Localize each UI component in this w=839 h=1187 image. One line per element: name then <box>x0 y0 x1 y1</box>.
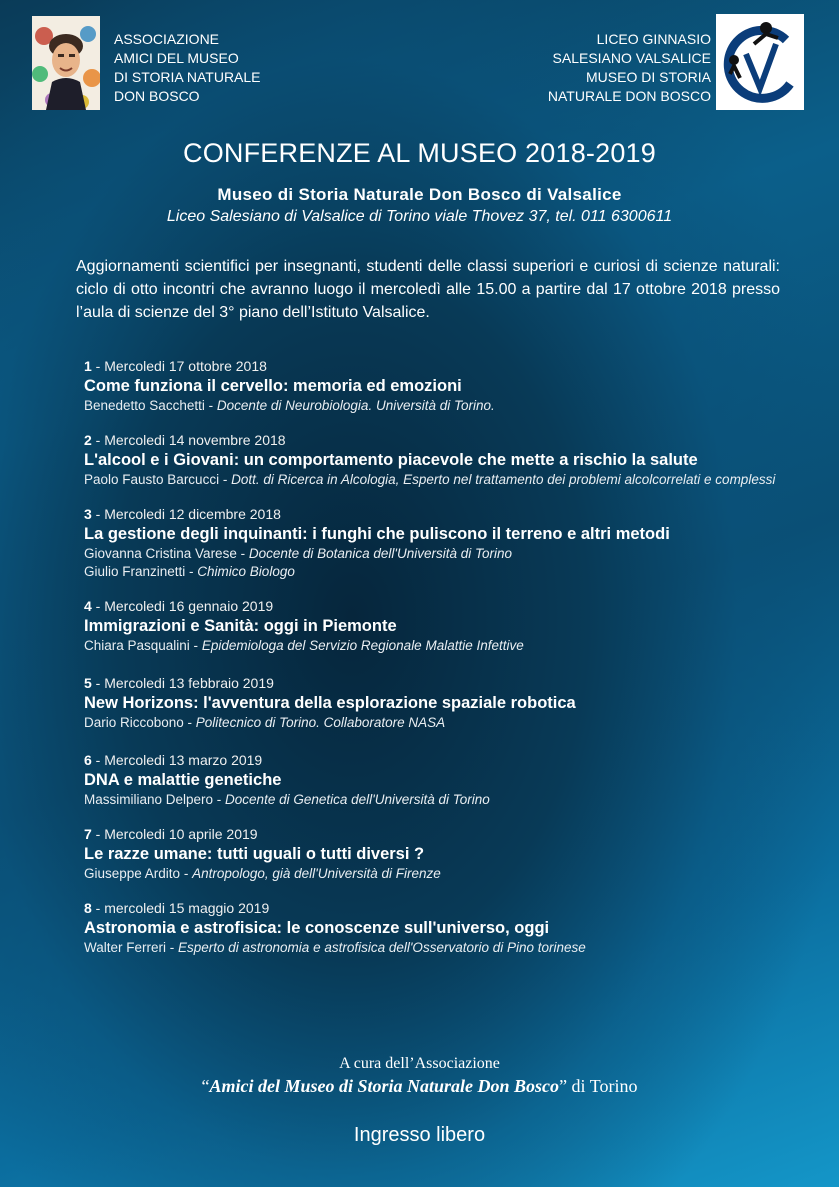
conference-title: Astronomia e astrofisica: le conoscenze sull'universo, oggi <box>84 919 550 937</box>
conference-speaker <box>84 714 781 732</box>
conference-speaker <box>84 545 781 563</box>
speaker-role: Docente di Neurobiologia. Università di Torino. <box>216 398 495 413</box>
conference-date: - Mercoledi 12 dicembre 2018 <box>91 506 281 522</box>
conference-date-line <box>84 675 781 692</box>
association-name: Amici del Museo di Storia Naturale Don Bosco <box>209 1076 560 1096</box>
conference-date: - mercoledi 15 maggio 2019 <box>91 900 270 916</box>
curated-by-line: A cura dell’Associazione <box>339 1055 500 1072</box>
header-left-line: ASSOCIAZIONE <box>114 31 220 47</box>
conference-speaker <box>84 397 781 415</box>
header-left-line: DI STORIA NATURALE <box>114 69 261 85</box>
conference-date-line <box>84 752 781 769</box>
speaker-role: Docente di Genetica dell'Università di Torino <box>225 792 490 807</box>
speaker-name: Dario Riccobono - <box>84 715 196 730</box>
conference-speaker <box>84 637 781 655</box>
header-right-line: LICEO GINNASIO <box>596 31 711 47</box>
header-left-line: DON BOSCO <box>114 88 200 104</box>
speaker-name: Giulio Franzinetti - <box>84 564 198 579</box>
conference-date-line <box>84 598 781 615</box>
association-credit <box>0 1076 839 1097</box>
conference-speaker <box>84 563 781 581</box>
header-left-line: AMICI DEL MUSEO <box>114 50 239 66</box>
speaker-name: Chiara Pasqualini - <box>84 638 202 653</box>
association-header <box>114 30 261 106</box>
quote-open: “ <box>201 1076 210 1096</box>
conference-number: 6 <box>84 752 92 768</box>
conference-item <box>84 598 781 655</box>
conference-item <box>84 358 781 415</box>
conference-title: Immigrazioni e Sanità: oggi in Piemonte <box>84 617 397 635</box>
conference-date: - Mercoledi 14 novembre 2018 <box>91 432 286 448</box>
conference-number: 2 <box>84 432 92 448</box>
conference-speaker <box>84 865 781 883</box>
intro-paragraph: Aggiornamenti scientifici per insegnanti, studenti delle classi superiori e curiosi di scienze naturali: ciclo di otto incontri che avranno luogo il mercoledì alle 15.00 a partire dal 17 ottobre 2018 presso l’aula di scienze del 3° piano dell’Istituto Valsalice. <box>76 258 780 321</box>
school-header <box>548 30 711 106</box>
page-title: CONFERENZE AL MUSEO 2018-2019 <box>183 138 656 168</box>
free-entry-notice: Ingresso libero <box>353 1124 486 1146</box>
conference-number: 1 <box>84 358 92 374</box>
address-line: Liceo Salesiano di Valsalice di Torino viale Thovez 37, tel. 011 6300611 <box>166 208 673 225</box>
conference-list <box>84 358 781 957</box>
conference-title: L'alcool e i Giovani: un comportamento piacevole che mette a rischio la salute <box>84 451 698 469</box>
conference-date: - Mercoledi 16 gennaio 2019 <box>91 598 274 614</box>
speaker-name: Benedetto Sacchetti - <box>84 398 217 413</box>
header-right-line: NATURALE DON BOSCO <box>547 88 711 104</box>
conference-date-line <box>84 432 781 449</box>
speaker-name: Walter Ferreri - <box>84 940 178 955</box>
conference-date: - Mercoledi 10 aprile 2019 <box>91 826 258 842</box>
speaker-name: Giovanna Cristina Varese - <box>84 546 249 561</box>
conference-number: 8 <box>84 900 92 916</box>
conference-speaker <box>84 471 781 489</box>
conference-item <box>84 826 781 883</box>
speaker-role: Dott. di Ricerca in Alcologia, Esperto nel trattamento dei problemi alcolcorrelati e complessi <box>231 472 776 487</box>
speaker-role: Chimico Biologo <box>197 564 295 579</box>
don-bosco-portrait-logo <box>32 16 100 110</box>
conference-number: 7 <box>84 826 92 842</box>
conference-title: Come funziona il cervello: memoria ed emozioni <box>84 377 462 395</box>
conference-date-line <box>84 358 781 375</box>
conference-date: - Mercoledi 13 marzo 2019 <box>91 752 263 768</box>
conference-date-line <box>84 506 781 523</box>
conference-number: 3 <box>84 506 92 522</box>
conference-number: 5 <box>84 675 92 691</box>
speaker-role: Politecnico di Torino. Collaboratore NASA <box>195 715 446 730</box>
museum-subtitle: Museo di Storia Naturale Don Bosco di Valsalice <box>217 185 622 204</box>
conference-speaker <box>84 939 781 957</box>
conference-item <box>84 900 781 957</box>
conference-title: La gestione degli inquinanti: i funghi che puliscono il terreno e altri metodi <box>84 525 670 543</box>
conference-title: DNA e malattie genetiche <box>84 771 282 789</box>
speaker-role: Docente di Botanica dell'Università di Torino <box>248 546 513 561</box>
conference-title: New Horizons: l'avventura della esplorazione spaziale robotica <box>84 694 576 712</box>
header-right-line: SALESIANO VALSALICE <box>552 50 711 66</box>
conference-date-line <box>84 826 781 843</box>
speaker-name: Massimiliano Delpero - <box>84 792 226 807</box>
speaker-name: Paolo Fausto Barcucci - <box>84 472 232 487</box>
conference-number: 4 <box>84 598 92 614</box>
speaker-role: Antropologo, già dell'Università di Firenze <box>192 866 441 881</box>
speaker-role: Esperto di astronomia e astrofisica dell'Osservatorio di Pino torinese <box>178 940 586 955</box>
valsalice-logo <box>716 14 804 110</box>
speaker-role: Epidemiologa del Servizio Regionale Malattie Infettive <box>201 638 524 653</box>
quote-close-city: ” di Torino <box>559 1076 638 1096</box>
conference-item <box>84 506 781 581</box>
conference-item <box>84 752 781 809</box>
conference-speaker <box>84 791 781 809</box>
conference-date: - Mercoledi 13 febbraio 2019 <box>91 675 274 691</box>
header-right-line: MUSEO DI STORIA <box>586 69 711 85</box>
conference-date-line <box>84 900 781 917</box>
conference-date: - Mercoledi 17 ottobre 2018 <box>91 358 267 374</box>
conference-item <box>84 675 781 732</box>
speaker-name: Giuseppe Ardito - <box>84 866 193 881</box>
conference-title: Le razze umane: tutti uguali o tutti diversi ? <box>84 845 425 863</box>
conference-item <box>84 432 781 489</box>
